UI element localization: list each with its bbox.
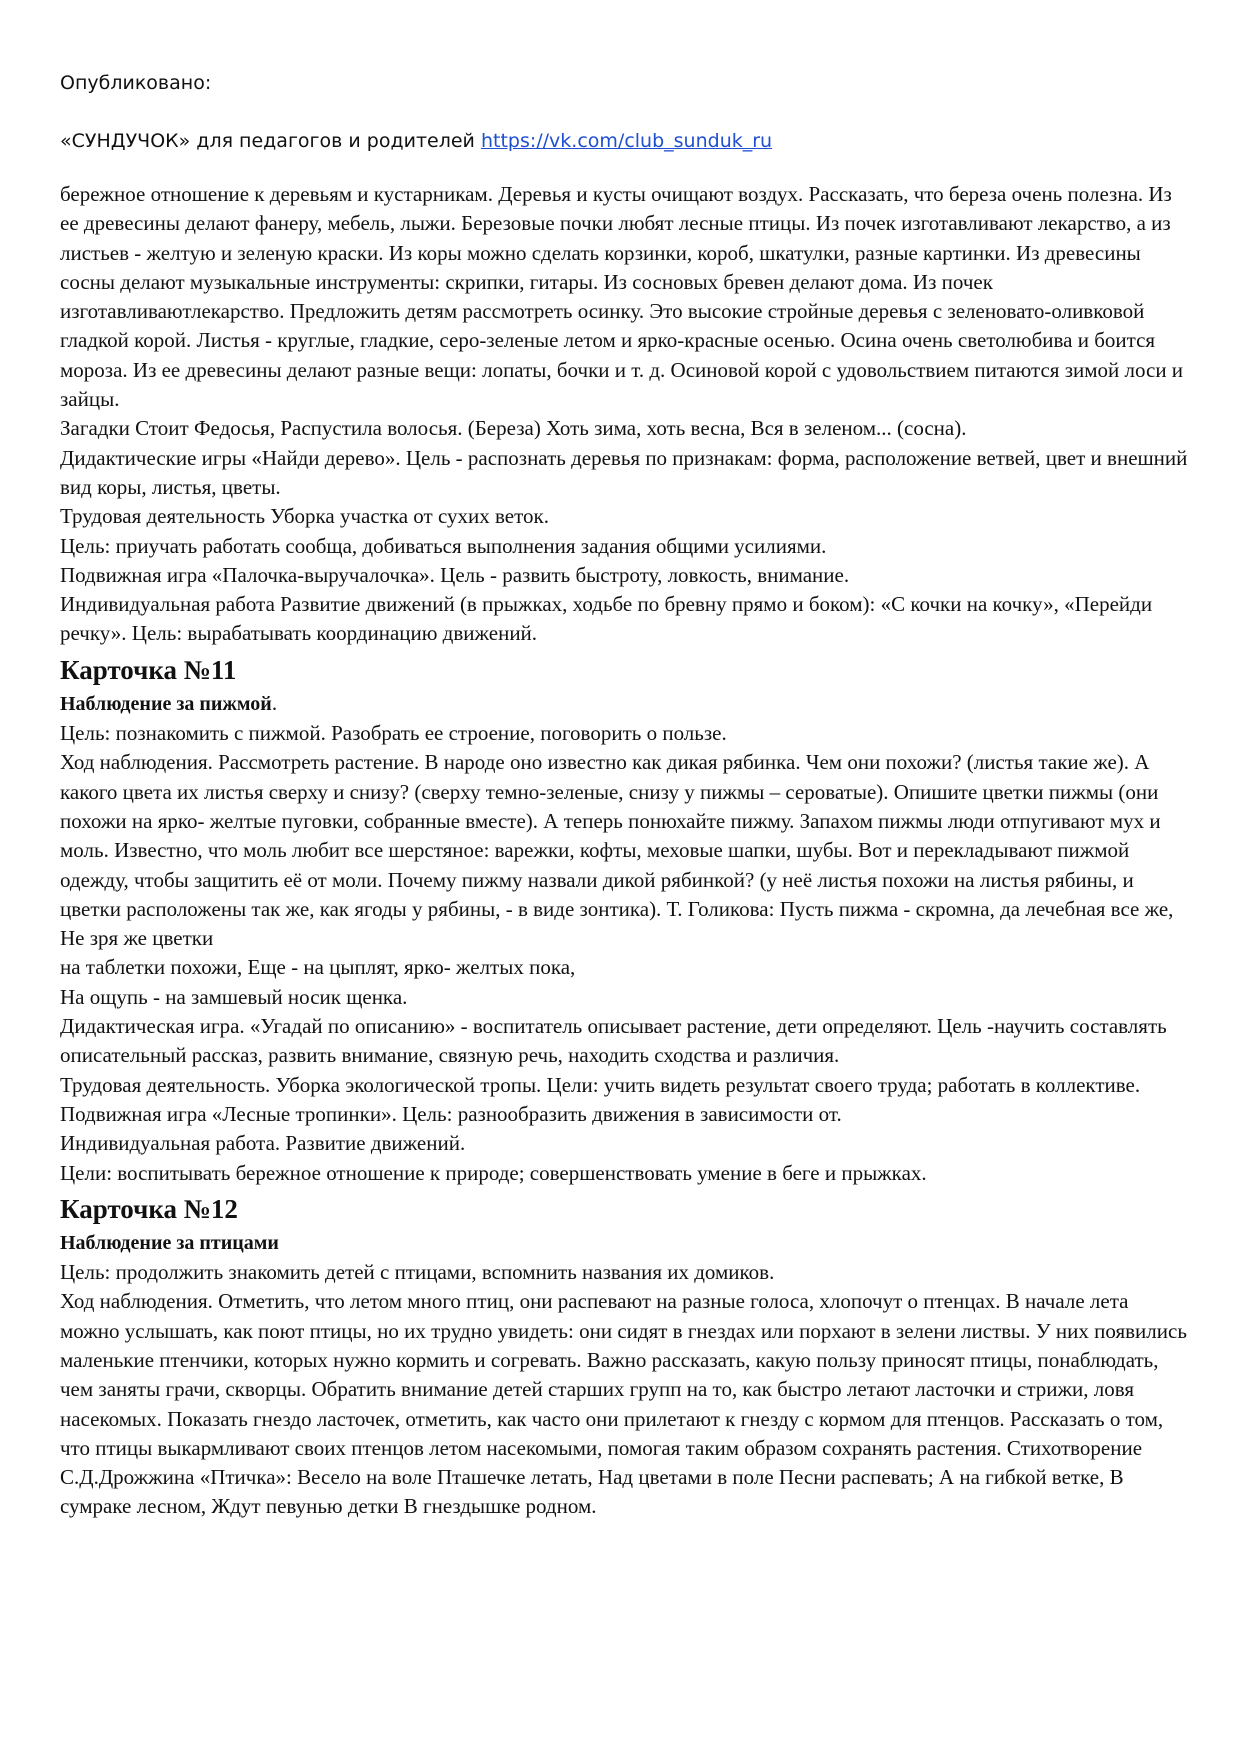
intro-paragraph: Загадки Стоит Федосья, Распустила волосья. (Береза) Хоть зима, хоть весна, Вся в зеленом... (сосна). (60, 416, 967, 441)
card-11-paragraph: Индивидуальная работа. Развитие движений. (60, 1131, 466, 1156)
source-line (60, 130, 772, 152)
source-link[interactable]: https://vk.com/club_sunduk_ru (480, 130, 773, 152)
card-11-subtitle-line (60, 689, 1190, 719)
source-text: «СУНДУЧОК» для педагогов и родителей (60, 130, 481, 152)
card-11-paragraph: Цели: воспитывать бережное отношение к природе; совершенствовать умение в беге и прыжках. (60, 1160, 927, 1185)
card-11-subtitle: Наблюдение за пижмой (60, 692, 272, 715)
intro-paragraph: Трудовая деятельность Уборка участка от сухих веток. (60, 504, 549, 529)
published-label: Опубликовано: (60, 72, 212, 94)
card-11-paragraph: Цель: познакомить с пижмой. Разобрать ее строение, поговорить о пользе. (60, 721, 727, 746)
card-11-paragraph: Ход наблюдения. Рассмотреть растение. В народе оно известно как дикая рябинка. Чем они похожи? (листья такие же). А какого цвета их листья сверху и снизу? (сверху темно-зеленые, снизу у пижмы – сероватые). Опишите цветки пижмы (они похожи на ярко- желтые пуговки, собранные вместе). А теперь понюхайте пижму. Запахом пижмы люди отпугивают мух и моль. Известно, что моль любит все шерстяное: варежки, кофты, меховые шапки, шубы. Вот и перекладывают пижмой одежду, чтобы защитить её от моли. Почему пижму назвали дикой рябинкой? (у неё листья похожи на листья рябины, и цветки расположены так же, как ягоды у рябины, - в виде зонтика). Т. Голикова: Пусть пижма - скромна, да лечебная все же, Не зря же цветки (60, 750, 1174, 951)
card-11-paragraph: Трудовая деятельность. Уборка экологической тропы. Цели: учить видеть результат своего труда; работать в коллективе. (60, 1072, 1141, 1097)
card-11-paragraph: Подвижная игра «Лесные тропинки». Цель: разнообразить движения в зависимости от. (60, 1101, 842, 1126)
intro-paragraph: Подвижная игра «Палочка-выручалочка». Цель - развить быстроту, ловкость, внимание. (60, 562, 850, 587)
card-12-paragraph: Цель: продолжить знакомить детей с птицами, вспомнить названия их домиков. (60, 1260, 775, 1285)
card-11-subtitle-tail: . (271, 690, 278, 715)
card-11-title: Карточка №11 (60, 654, 237, 685)
card-11-poem-line: На ощупь - на замшевый носик щенка. (60, 984, 408, 1009)
card-12-subtitle-line (60, 1228, 1190, 1258)
card-12-subtitle: Наблюдение за птицами (60, 1231, 279, 1254)
document-body (60, 180, 1190, 1522)
intro-paragraph: Цель: приучать работать сообща, добиваться выполнения задания общими усилиями. (60, 533, 827, 558)
card-11-poem-line: на таблетки похожи, Еще - на цыплят, ярко- желтых пока, (60, 955, 576, 980)
intro-paragraph: Дидактические игры «Найди дерево». Цель - распознать деревья по признакам: форма, расположение ветвей, цвет и внешний вид коры, листья, цветы. (60, 445, 1188, 499)
card-11-paragraph: Дидактическая игра. «Угадай по описанию» - воспитатель описывает растение, дети определяют. Цель -научить составлять описательный рассказ, развить внимание, связную речь, находить сходства и различия. (60, 1014, 1167, 1068)
intro-paragraph: Индивидуальная работа Развитие движений (в прыжках, ходьбе по бревну прямо и боком): «С кочки на кочку», «Перейди речку». Цель: вырабатывать координацию движений. (60, 592, 1153, 646)
card-12-title: Карточка №12 (60, 1193, 238, 1224)
intro-paragraph: бережное отношение к деревьям и кустарникам. Деревья и кусты очищают воздух. Рассказать, что береза очень полезна. Из ее древесины делают фанеру, мебель, лыжи. Березовые почки любят лесные птицы. Из почек изготавливают лекарство, а из листьев - желтую и зеленую краски. Из коры можно сделать корзинки, короб, шкатулки, разные картинки. Из древесины сосны делают музыкальные инструменты: скрипки, гитары. Из сосновых бревен делают дома. Из почек изготавливаютлекарство. Предложить детям рассмотреть осинку. Это высокие стройные деревья с зеленовато-оливковой гладкой корой. Листья - круглые, гладкие, серо-зеленые летом и ярко-красные осенью. Осина очень светолюбива и боится мороза. Из ее древесины делают разные вещи: лопаты, бочки и т. д. Осиновой корой с удовольствием питаются зимой лоси и зайцы. (60, 182, 1184, 412)
card-12-paragraph: Ход наблюдения. Отметить, что летом много птиц, они распевают на разные голоса, хлопочут о птенцах. В начале лета можно услышать, как поют птицы, но их трудно увидеть: они сидят в гнездах или порхают в зелени листвы. У них появились маленькие птенчики, которых нужно кормить и согревать. Важно рассказать, какую пользу приносят птицы, понаблюдать, чем заняты грачи, скворцы. Обратить внимание детей старших групп на то, как быстро летают ласточки и стрижи, ловя насекомых. Показать гнездо ласточек, отметить, как часто они прилетают к гнезду с кормом для птенцов. Рассказать о том, что птицы выкармливают своих птенцов летом насекомыми, помогая таким образом сохранять растения. Стихотворение С.Д.Дрожжина «Птичка»: Весело на воле Пташечке летать, Над цветами в поле Песни распевать; А на гибкой ветке, В сумраке лесном, Ждут певунью детки В гнездышке родном. (60, 1289, 1187, 1519)
